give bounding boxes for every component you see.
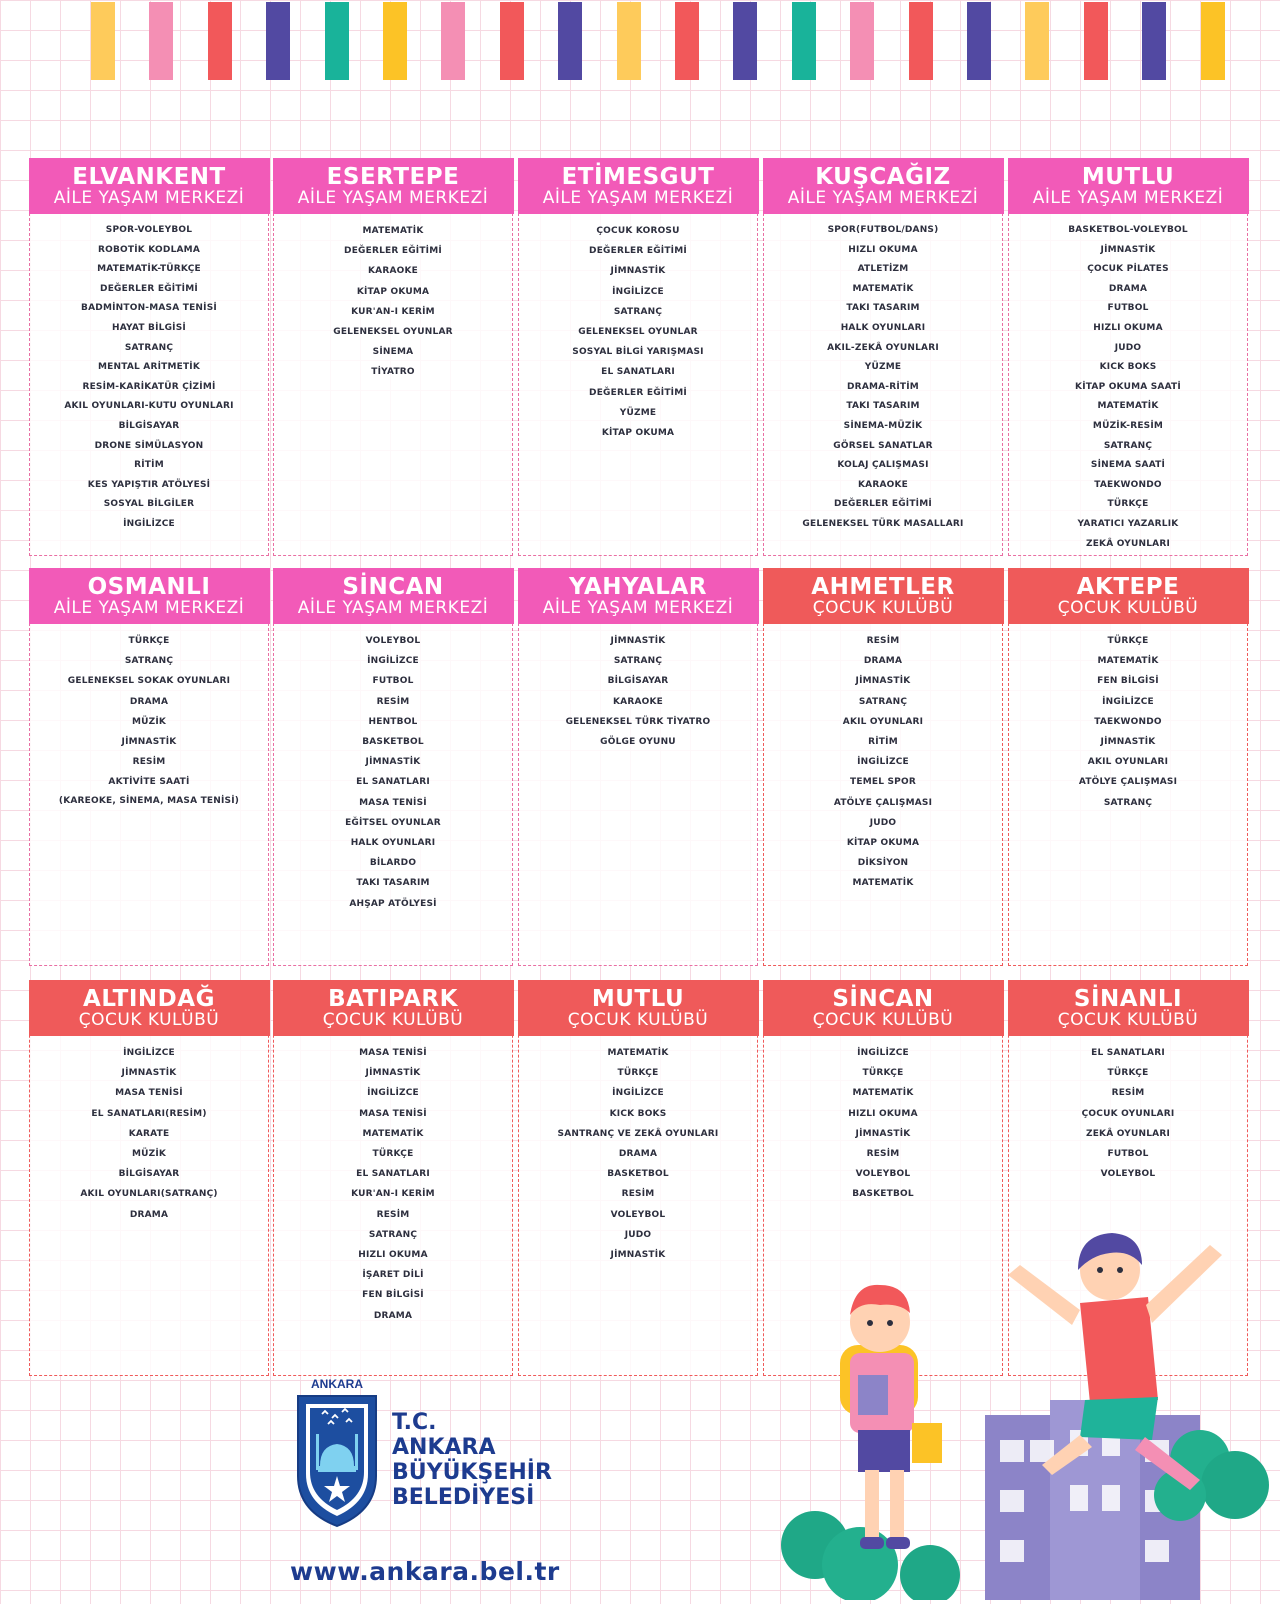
activity-item: EL SANATLARI [356, 1169, 430, 1180]
activity-item: KICK BOKS [609, 1108, 667, 1119]
activity-item: TÜRKÇE [1107, 1068, 1149, 1079]
center-type: ÇOCUK KULÜBÜ [567, 1010, 709, 1030]
activity-item: TİYATRO [371, 367, 415, 378]
activity-item: TÜRKÇE [862, 1068, 904, 1079]
activity-item: AKTİVİTE SAATİ [108, 777, 190, 788]
activity-list [519, 1036, 757, 1265]
card-header [29, 980, 270, 1036]
activity-item: FUTBOL [372, 676, 414, 687]
activity-item: JİMNASTİK [855, 676, 911, 687]
card-header [763, 158, 1004, 214]
activity-item: SATRANÇ [613, 306, 663, 317]
card-header [273, 568, 514, 624]
activity-item: EL SANATLARI [356, 777, 430, 788]
organization-name [392, 1410, 552, 1510]
activity-item: KUR'AN-I KERİM [351, 306, 435, 317]
center-name: SİNCAN [342, 574, 444, 600]
activity-item: RESİM [376, 696, 410, 707]
activity-item: MASA TENİSİ [115, 1088, 183, 1099]
card-header [763, 568, 1004, 624]
card-header [518, 158, 759, 214]
activity-item: ÇOCUK OYUNLARI [1081, 1108, 1175, 1119]
activity-item: HAYAT BİLGİSİ [112, 322, 186, 333]
center-type: ÇOCUK KULÜBÜ [812, 598, 954, 618]
center-name: ESERTEPE [326, 164, 460, 190]
center-type: ÇOCUK KULÜBÜ [1057, 1010, 1199, 1030]
activity-list [274, 214, 512, 383]
center-name: KUŞCAĞIZ [815, 164, 951, 190]
center-card [1008, 568, 1248, 966]
activity-item: KOLAJ ÇALIŞMASI [837, 460, 929, 471]
activity-item: JİMNASTİK [610, 636, 666, 646]
decorative-stripes [0, 0, 1280, 84]
activity-item: DRAMA [129, 1209, 169, 1220]
activity-item: MATEMATİK [362, 226, 424, 236]
activity-item: MENTAL ARİTMETİK [97, 362, 201, 373]
activity-item: HALK OYUNLARI [840, 322, 926, 333]
activity-item: MATEMATİK [852, 283, 914, 294]
activity-item: KARAOKE [857, 479, 908, 490]
activity-item: RİTİM [868, 737, 898, 748]
center-name: OSMANLI [87, 574, 211, 600]
activity-item: MÜZİK [131, 1149, 167, 1160]
center-type: AİLE YAŞAM MERKEZİ [1032, 188, 1224, 208]
activity-list [764, 214, 1002, 535]
activity-item: JİMNASTİK [121, 1068, 177, 1079]
activity-item: AKIL OYUNLARI(SATRANÇ) [80, 1189, 218, 1200]
activity-item: İNGİLİZCE [612, 1088, 664, 1099]
activity-list [1009, 214, 1247, 554]
activity-list [30, 624, 268, 809]
activity-item: DEĞERLER EĞİTİMİ [589, 387, 687, 398]
activity-item: RESİM [1111, 1088, 1145, 1099]
activity-item: ÇOCUK KOROSU [596, 226, 680, 236]
activity-item: SPOR(FUTBOL/DANS) [827, 225, 939, 235]
activity-item: VOLEYBOL [610, 1209, 666, 1220]
activity-list [274, 624, 512, 914]
center-name: YAHYALAR [569, 574, 707, 600]
activity-item: JUDO [624, 1229, 652, 1240]
activity-note: (KAREOKE, SİNEMA, MASA TENİSİ) [58, 795, 240, 806]
card-header [518, 980, 759, 1036]
activity-item: İNGİLİZCE [612, 286, 664, 297]
activity-list [1009, 1036, 1247, 1184]
activity-item: MATEMATİK [852, 878, 914, 889]
activity-item: YARATICI YAZARLIK [1077, 518, 1179, 529]
activity-item: JİMNASTİK [365, 757, 421, 768]
activity-item: BİLGİSAYAR [118, 420, 180, 431]
stripe-bar [266, 2, 290, 80]
org-line-3: BÜYÜKŞEHİR [392, 1460, 552, 1485]
activity-item: TÜRKÇE [1107, 499, 1149, 510]
center-card [763, 158, 1003, 556]
ankara-logo [292, 1376, 382, 1540]
stripe-bar [558, 2, 582, 80]
activity-item: İŞARET DİLİ [362, 1270, 424, 1281]
activity-item: KES YAPIŞTIR ATÖLYESİ [87, 479, 211, 490]
center-card [1008, 158, 1248, 556]
card-header [763, 980, 1004, 1036]
stripe-bar [909, 2, 933, 80]
activity-item: SATRANÇ [613, 656, 663, 667]
activity-item: BASKETBOL-VOLEYBOL [1068, 225, 1188, 235]
activity-item: HIZLI OKUMA [848, 1108, 918, 1119]
activity-item: AHŞAP ATÖLYESİ [349, 898, 437, 909]
activity-list [519, 214, 757, 443]
activity-item: DEĞERLER EĞİTİMİ [589, 246, 687, 257]
activity-item: MÜZİK-RESİM [1092, 420, 1164, 431]
activity-item: JUDO [869, 817, 897, 828]
activity-item: MATEMATİK [852, 1088, 914, 1099]
activity-item: DİKSİYON [857, 858, 909, 869]
stripe-bar [1025, 2, 1049, 80]
activity-item: SPOR-VOLEYBOL [105, 225, 193, 235]
activity-item: VOLEYBOL [365, 636, 421, 646]
center-type: AİLE YAŞAM MERKEZİ [297, 188, 489, 208]
activity-item: KICK BOKS [1099, 362, 1157, 373]
activity-item: İNGİLİZCE [1102, 696, 1154, 707]
activity-item: KARATE [128, 1128, 170, 1139]
activity-item: DRAMA-RİTİM [847, 381, 919, 392]
activity-item: MASA TENİSİ [359, 797, 427, 808]
stripe-bar [1201, 2, 1225, 80]
activity-item: DEĞERLER EĞİTİMİ [100, 283, 198, 294]
stripe-bar [733, 2, 757, 80]
center-card [29, 158, 269, 556]
center-type: AİLE YAŞAM MERKEZİ [297, 598, 489, 618]
center-name: ELVANKENT [72, 164, 226, 190]
activity-item: EL SANATLARI [601, 367, 675, 378]
center-card [29, 980, 269, 1376]
stripe-bar [149, 2, 173, 80]
center-type: ÇOCUK KULÜBÜ [78, 1010, 220, 1030]
activity-item: BİLGİSAYAR [118, 1169, 180, 1180]
center-type: AİLE YAŞAM MERKEZİ [542, 598, 734, 618]
activity-item: GELENEKSEL SOKAK OYUNLARI [67, 676, 231, 687]
activity-item: YÜZME [864, 362, 902, 373]
activity-item: KİTAP OKUMA [601, 428, 675, 439]
activity-item: JİMNASTİK [855, 1128, 911, 1139]
center-type: AİLE YAŞAM MERKEZİ [542, 188, 734, 208]
center-type: AİLE YAŞAM MERKEZİ [53, 188, 245, 208]
activity-item: TÜRKÇE [128, 636, 170, 646]
activity-item: AKIL-ZEKÂ OYUNLARI [827, 342, 939, 353]
center-type: ÇOCUK KULÜBÜ [812, 1010, 954, 1030]
logo-label: ANKARA [311, 1377, 363, 1391]
activity-item: AKIL OYUNLARI [1087, 757, 1169, 768]
org-line-1: T.C. [392, 1410, 437, 1435]
activity-item: MATEMATİK [1097, 656, 1159, 667]
activity-item: SATRANÇ [858, 696, 908, 707]
activity-item: DRAMA [1108, 283, 1148, 294]
activity-item: KARAOKE [612, 696, 663, 707]
center-name: SİNANLI [1073, 986, 1183, 1012]
stripe-bar [1142, 2, 1166, 80]
activity-item: FUTBOL [1107, 1149, 1149, 1160]
center-card [273, 158, 513, 556]
center-name: BATIPARK [328, 986, 458, 1012]
activity-item: BASKETBOL [852, 1189, 914, 1200]
activity-item: RESİM [132, 757, 166, 768]
center-card [518, 568, 758, 966]
activity-item: MATEMATİK [607, 1048, 669, 1058]
activity-item: TAEKWONDO [1094, 479, 1162, 490]
activity-item: İNGİLİZCE [123, 518, 175, 529]
activity-list [30, 214, 268, 535]
center-card [273, 980, 513, 1376]
center-type: ÇOCUK KULÜBÜ [1057, 598, 1199, 618]
activity-item: SATRANÇ [1103, 797, 1153, 808]
activity-item: İNGİLİZCE [367, 656, 419, 667]
activity-item: YÜZME [619, 407, 657, 418]
activity-item: AKIL OYUNLARI [842, 716, 924, 727]
stripe-bar [967, 2, 991, 80]
activity-item: KİTAP OKUMA [846, 838, 920, 849]
stripe-bar [208, 2, 232, 80]
activity-item: JİMNASTİK [365, 1068, 421, 1079]
activity-item: SATRANÇ [124, 656, 174, 667]
activity-item: JİMNASTİK [610, 1250, 666, 1261]
card-header [273, 158, 514, 214]
stripe-bar [675, 2, 699, 80]
activity-item: RESİM [621, 1189, 655, 1200]
activity-item: KİTAP OKUMA SAATİ [1075, 381, 1181, 392]
center-name: ETİMESGUT [561, 164, 715, 190]
activity-list [30, 1036, 268, 1225]
stripe-bar [1084, 2, 1108, 80]
stripe-bar [441, 2, 465, 80]
activity-item: JİMNASTİK [610, 266, 666, 277]
activity-item: İNGİLİZCE [857, 1048, 909, 1058]
activity-item: İNGİLİZCE [123, 1048, 175, 1058]
activity-item: RESİM-KARİKATÜR ÇİZİMİ [82, 381, 216, 392]
activity-item: RİTİM [134, 460, 164, 471]
activity-item: İNGİLİZCE [857, 757, 909, 768]
activity-item: DEĞERLER EĞİTİMİ [834, 499, 932, 510]
activity-item: BİLGİSAYAR [607, 676, 669, 687]
activity-item: BASKETBOL [607, 1169, 669, 1180]
activity-item: ZEKÂ OYUNLARI [1085, 1128, 1170, 1139]
activity-item: DRAMA [618, 1149, 658, 1160]
card-header [1008, 568, 1249, 624]
activity-list [519, 624, 757, 752]
activity-item: GELENEKSEL TÜRK MASALLARI [802, 518, 964, 529]
activity-item: JİMNASTİK [1100, 737, 1156, 748]
center-name: MUTLU [1081, 164, 1175, 190]
activity-item: FUTBOL [1107, 303, 1149, 314]
activity-item: FEN BİLGİSİ [1097, 676, 1159, 687]
activity-list [764, 624, 1002, 894]
org-line-2: ANKARA [392, 1435, 496, 1460]
activity-item: DRONE SİMÜLASYON [94, 440, 204, 451]
activity-item: HENTBOL [368, 716, 418, 727]
center-name: AKTEPE [1076, 574, 1180, 600]
activity-item: DRAMA [129, 696, 169, 707]
activity-item: DRAMA [863, 656, 903, 667]
center-name: ALTINDAĞ [83, 986, 215, 1012]
activity-item: KUR'AN-I KERİM [351, 1189, 435, 1200]
stripe-bar [617, 2, 641, 80]
activity-item: DEĞERLER EĞİTİMİ [344, 246, 442, 257]
activity-item: TAKI TASARIM [356, 878, 430, 889]
activity-item: MASA TENİSİ [359, 1108, 427, 1119]
center-card [763, 568, 1003, 966]
activity-item: TAEKWONDO [1094, 716, 1162, 727]
activity-item: SATRANÇ [368, 1229, 418, 1240]
activity-item: TÜRKÇE [372, 1149, 414, 1160]
activity-item: BASKETBOL [362, 737, 424, 748]
activity-item: RESİM [866, 1149, 900, 1160]
center-type: ÇOCUK KULÜBÜ [322, 1010, 464, 1030]
activity-item: ATÖLYE ÇALIŞMASI [833, 797, 933, 808]
activity-item: KARAOKE [367, 266, 418, 277]
activity-item: RESİM [376, 1209, 410, 1220]
activity-item: HALK OYUNLARI [350, 838, 436, 849]
card-header [29, 158, 270, 214]
activity-item: SATRANÇ [1103, 440, 1153, 451]
activity-item: DRAMA [373, 1310, 413, 1321]
card-header [1008, 158, 1249, 214]
center-name: MUTLU [591, 986, 685, 1012]
activity-item: RESİM [866, 636, 900, 646]
activity-item: JİMNASTİK [121, 737, 177, 748]
stripe-bar [91, 2, 115, 80]
center-card [273, 568, 513, 966]
center-type: AİLE YAŞAM MERKEZİ [53, 598, 245, 618]
activity-item: KİTAP OKUMA [356, 286, 430, 297]
activity-list [274, 1036, 512, 1326]
card-header [1008, 980, 1249, 1036]
activity-item: HIZLI OKUMA [1093, 322, 1163, 333]
activity-item: ÇOCUK PİLATES [1087, 264, 1169, 275]
card-header [273, 980, 514, 1036]
center-name: AHMETLER [811, 574, 955, 600]
activity-item: MATEMATİK [362, 1128, 424, 1139]
activity-item: İNGİLİZCE [367, 1088, 419, 1099]
card-header [29, 568, 270, 624]
website-link[interactable]: www.ankara.bel.tr [290, 1557, 560, 1586]
logo-emblem-icon [292, 1376, 382, 1536]
stripe-bar [792, 2, 816, 80]
center-type: AİLE YAŞAM MERKEZİ [787, 188, 979, 208]
activity-item: SANTRANÇ VE ZEKÂ OYUNLARI [557, 1128, 719, 1139]
org-line-4: BELEDİYESİ [392, 1485, 535, 1510]
activity-item: EĞİTSEL OYUNLAR [345, 817, 441, 828]
activity-item: JUDO [1114, 342, 1142, 353]
activity-item: ATÖLYE ÇALIŞMASI [1078, 777, 1178, 788]
activity-item: AKIL OYUNLARI-KUTU OYUNLARI [64, 401, 234, 412]
activity-item: GELENEKSEL OYUNLAR [578, 327, 698, 338]
activity-item: MASA TENİSİ [359, 1048, 427, 1058]
activity-item: SİNEMA [372, 347, 414, 358]
activity-item: HIZLI OKUMA [358, 1250, 428, 1261]
activity-item: GÖRSEL SANATLAR [833, 440, 933, 451]
center-card [518, 158, 758, 556]
stripe-bar [850, 2, 874, 80]
activity-item: SATRANÇ [124, 342, 174, 353]
activity-item: VOLEYBOL [855, 1169, 911, 1180]
activity-item: GELENEKSEL TÜRK TİYATRO [565, 716, 711, 727]
activity-item: HIZLI OKUMA [848, 244, 918, 255]
activity-list [1009, 624, 1247, 813]
stripe-bar [325, 2, 349, 80]
activity-item: ROBOTİK KODLAMA [98, 244, 200, 255]
activity-item: VOLEYBOL [1100, 1169, 1156, 1180]
activity-item: EL SANATLARI [1091, 1048, 1165, 1058]
activity-item: MATEMATİK-TÜRKÇE [97, 264, 201, 275]
activity-item: TEMEL SPOR [850, 777, 916, 788]
activity-item: BADMİNTON-MASA TENİSİ [81, 303, 217, 314]
boy-with-book-icon [840, 1285, 942, 1549]
activity-item: GÖLGE OYUNU [600, 737, 676, 748]
activity-list [764, 1036, 1002, 1205]
activity-item: TAKI TASARIM [846, 401, 920, 412]
activity-item: TÜRKÇE [617, 1068, 659, 1079]
activity-item: BİLARDO [369, 858, 417, 869]
activity-item: FEN BİLGİSİ [362, 1290, 424, 1301]
center-name: SİNCAN [832, 986, 934, 1012]
activity-item: ATLETİZM [857, 264, 909, 275]
activity-item: GELENEKSEL OYUNLAR [333, 327, 453, 338]
activity-item: TÜRKÇE [1107, 636, 1149, 646]
activity-item: SOSYAL BİLGİLER [103, 499, 195, 510]
activity-item: MATEMATİK [1097, 401, 1159, 412]
activity-item: SİNEMA SAATİ [1090, 460, 1166, 471]
activity-item: EL SANATLARI(RESİM) [91, 1108, 207, 1119]
activity-item: TAKI TASARIM [846, 303, 920, 314]
center-card [518, 980, 758, 1376]
activity-item: SOSYAL BİLGİ YARIŞMASI [572, 347, 704, 358]
card-header [518, 568, 759, 624]
activity-item: MÜZİK [131, 716, 167, 727]
activity-item: JİMNASTİK [1100, 244, 1156, 255]
stripe-bar [383, 2, 407, 80]
stripe-bar [500, 2, 524, 80]
activity-item: SİNEMA-MÜZİK [843, 420, 923, 431]
kids-illustration [780, 1225, 1280, 1604]
center-card [29, 568, 269, 966]
activity-item: ZEKÂ OYUNLARI [1085, 538, 1170, 549]
